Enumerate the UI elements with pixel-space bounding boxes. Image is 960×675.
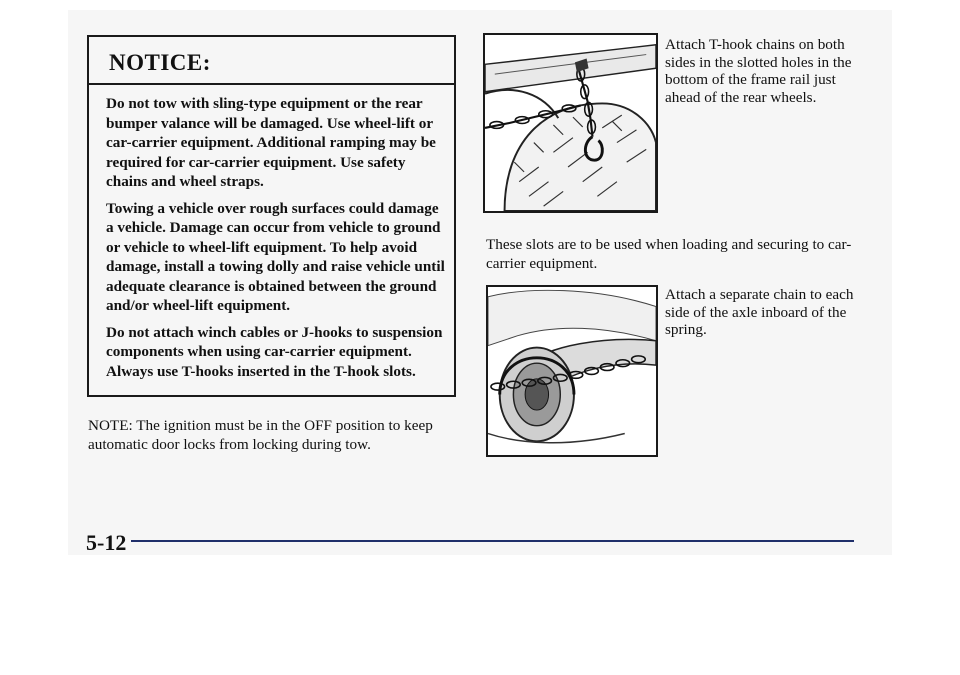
axle-chain-caption: Attach a separate chain to each side of the axle inboard of the spring. xyxy=(665,286,854,338)
slots-usage-text: These slots are to be used when loading and securing to car-carrier equipment. xyxy=(486,236,852,272)
axle-chain-illustration xyxy=(486,285,658,457)
ignition-note: NOTE: The ignition must be in the OFF position to keep automatic door locks from locking during tow. xyxy=(88,417,433,453)
notice-body xyxy=(89,85,454,381)
page-number: 5-12 xyxy=(86,530,127,555)
notice-box xyxy=(87,35,456,397)
t-hook-caption: Attach T-hook chains on both sides in the slotted holes in the bottom of the frame rail just ahead of the rear wheels. xyxy=(665,36,852,106)
notice-paragraph-winch-cables: Do not attach winch cables or J-hooks to suspension components when using car-carrier equipment. Always use T-hooks inserted in the T-hook slots. xyxy=(106,323,443,380)
notice-heading: NOTICE: xyxy=(89,37,454,85)
notice-paragraph-rough-surfaces: Towing a vehicle over rough surfaces could damage a vehicle. Damage can occur from vehicle to ground or vehicle to wheel-lift equipment. To help avoid damage, install a towing dolly and raise vehicle until adequate clearance is obtained between the ground and/or wheel-lift equipment. xyxy=(106,199,445,314)
footer-rule xyxy=(131,540,854,542)
t-hook-chain-illustration xyxy=(483,33,658,213)
notice-paragraph-towing-equipment: Do not tow with sling-type equipment or the rear bumper valance will be damaged. Use wheel-lift or car-carrier equipment. Additional ramping may be required for car-carrier equipment. Use safety chains and wheel straps. xyxy=(106,95,436,190)
